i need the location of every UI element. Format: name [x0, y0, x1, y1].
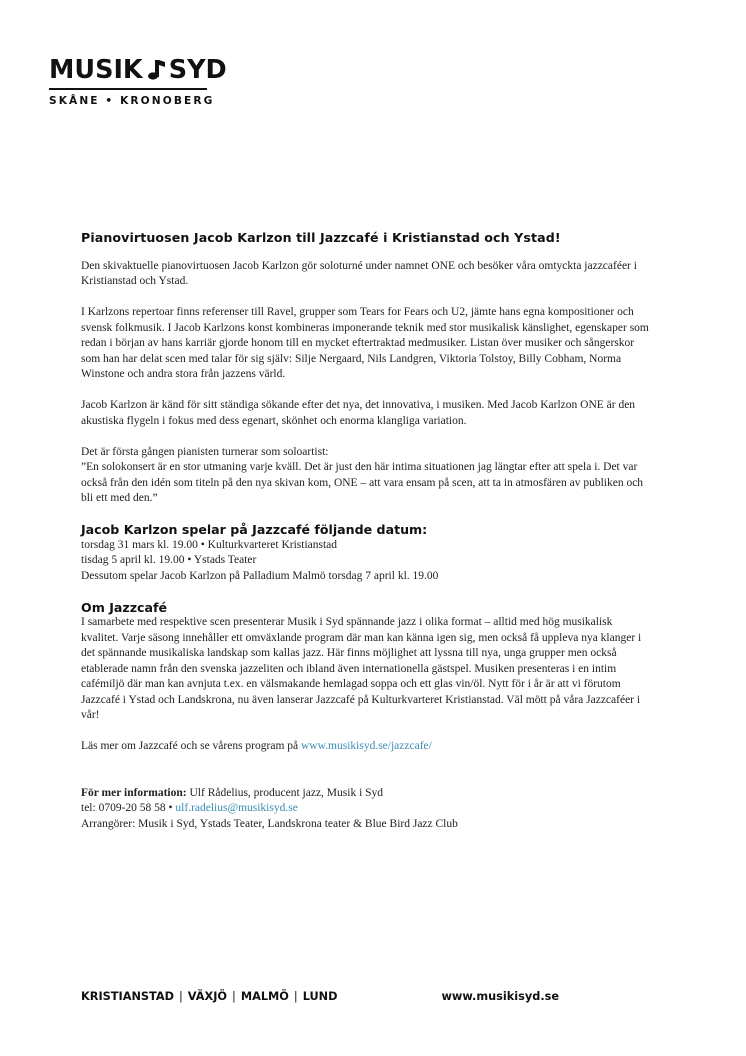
logo-divider: [49, 88, 207, 90]
footer-city: MALMÖ: [240, 990, 289, 1003]
dates-list: [81, 538, 651, 585]
music-note-icon: [147, 59, 165, 81]
footer-separator: |: [293, 990, 298, 1003]
logo-left-word: MUSIK: [49, 55, 143, 85]
article-title: Pianovirtuosen Jacob Karlzon till Jazzcafé i Kristianstad och Ystad!: [81, 230, 561, 245]
date-item: Dessutom spelar Jacob Karlzon på Palladium Malmö torsdag 7 april kl. 19.00: [81, 569, 439, 582]
artist-quote: ”En solokonsert är en stor utmaning varje kväll. Det är just den här intima situationen jag längtar efter att spela i. Det var också från den idén som titeln på den nya skivan kom, ONE – att vara ensam på scen, att ta in atmosfären av publiken och bli ett med den.”: [81, 461, 644, 504]
jazzcafe-link[interactable]: www.musikisyd.se/jazzcafe/: [301, 740, 432, 752]
footer-website-link[interactable]: www.musikisyd.se: [441, 990, 559, 1003]
contact-tel: tel: 0709-20 58 58 •: [81, 802, 176, 814]
about-heading: Om Jazzcafé: [81, 599, 168, 615]
read-more-text: Läs mer om Jazzcafé och se vårens program på: [81, 740, 301, 752]
footer-city: VÄXJÖ: [187, 990, 228, 1003]
intro-paragraph: Den skivaktuelle pianovirtuosen Jacob Karlzon gör soloturné under namnet ONE och besöker våra omtyckta jazzcaféer i Kristianstad och Ystad.: [81, 259, 637, 287]
about-paragraph: I samarbete med respektive scen presenterar Musik i Syd spännande jazz i olika format – alltid med hög musikalisk kvalitet. Varje säsong innehåller ett omväxlande program där man kan känna igen sig, men också få uppleva nya klanger i det spännande musikaliska landskap som kallas jazz. Här finns möjlighet att lyssna till nya, unga grupper men också etablerade namn från den svenska jazzeliten och ibland även internationella gästspel. Musiken presenteras i en intim cafémiljö där man kan avnjuta t.ex. en välsmakande hemlagad soppa och ett glas vin/öl. Nytt för i år är att vi förutom Jazzcafé i Ystad och Landskrona, nu även lanserar Jazzcafé på Kulturkvarteret Kristianstad. Väl mött på våra Jazzcaféer i vår!: [81, 616, 642, 721]
read-more-line: [81, 739, 651, 755]
dates-heading: Jacob Karlzon spelar på Jazzcafé följande datum:: [81, 522, 428, 537]
contact-label: För mer information:: [81, 786, 187, 799]
repertoire-paragraph: I Karlzons repertoar finns referenser till Ravel, grupper som Tears for Fears och U2, jämte hans egna kompositioner och svensk folkmusik. I Jacob Karlzons konst kombineras imponerande teknik med stor musikalisk känslighet, egenskaper som redan i början av hans karriär gjorde honom till en mycket eftertraktad medmusiker. Listan över musiker och sångerskor som han har delat scen med talar för sig själv: Silje Nergaard, Nils Landgren, Viktoria Tolstoy, Billy Cobham, Norma Winstone och andra stora från jazzens värld.: [81, 306, 649, 380]
footer-separator: |: [232, 990, 236, 1003]
contact-block: [81, 786, 651, 833]
contact-line: [81, 786, 651, 802]
innovation-paragraph: Jacob Karlzon är känd för sitt ständiga sökande efter det nya, det innovativa, i musiken. Med Jacob Karlzon ONE är den akustiska flygeln i fokus med dess egenart, skönhet och enorma klangliga variation.: [81, 399, 636, 427]
footer-cities: [81, 990, 338, 1003]
quote-intro: Det är första gången pianisten turnerar som soloartist:: [81, 445, 329, 458]
footer-city: LUND: [302, 990, 338, 1003]
logo-right-word: SYD: [168, 55, 227, 85]
musik-i-syd-logo: [49, 55, 227, 107]
footer-city: KRISTIANSTAD: [81, 990, 174, 1003]
press-release-body: [81, 230, 651, 832]
contact-email-link[interactable]: ulf.radelius@musikisyd.se: [175, 802, 298, 814]
footer-separator: |: [178, 990, 183, 1003]
contact-tel-line: [81, 801, 651, 817]
spacer: [81, 770, 651, 786]
quote-paragraph: [81, 445, 651, 507]
date-item: torsdag 31 mars kl. 19.00 • Kulturkvarteret Kristianstad: [81, 538, 338, 551]
organizers-line: Arrangörer: Musik i Syd, Ystads Teater, Landskrona teater & Blue Bird Jazz Club: [81, 817, 458, 830]
logo-wordmark: [49, 55, 227, 85]
page-footer: [81, 990, 559, 1003]
logo-subtitle: SKÅNE • KRONOBERG: [49, 95, 215, 107]
contact-person: Ulf Rådelius, producent jazz, Musik i Syd: [186, 786, 384, 799]
date-item: tisdag 5 april kl. 19.00 • Ystads Teater: [81, 554, 257, 566]
